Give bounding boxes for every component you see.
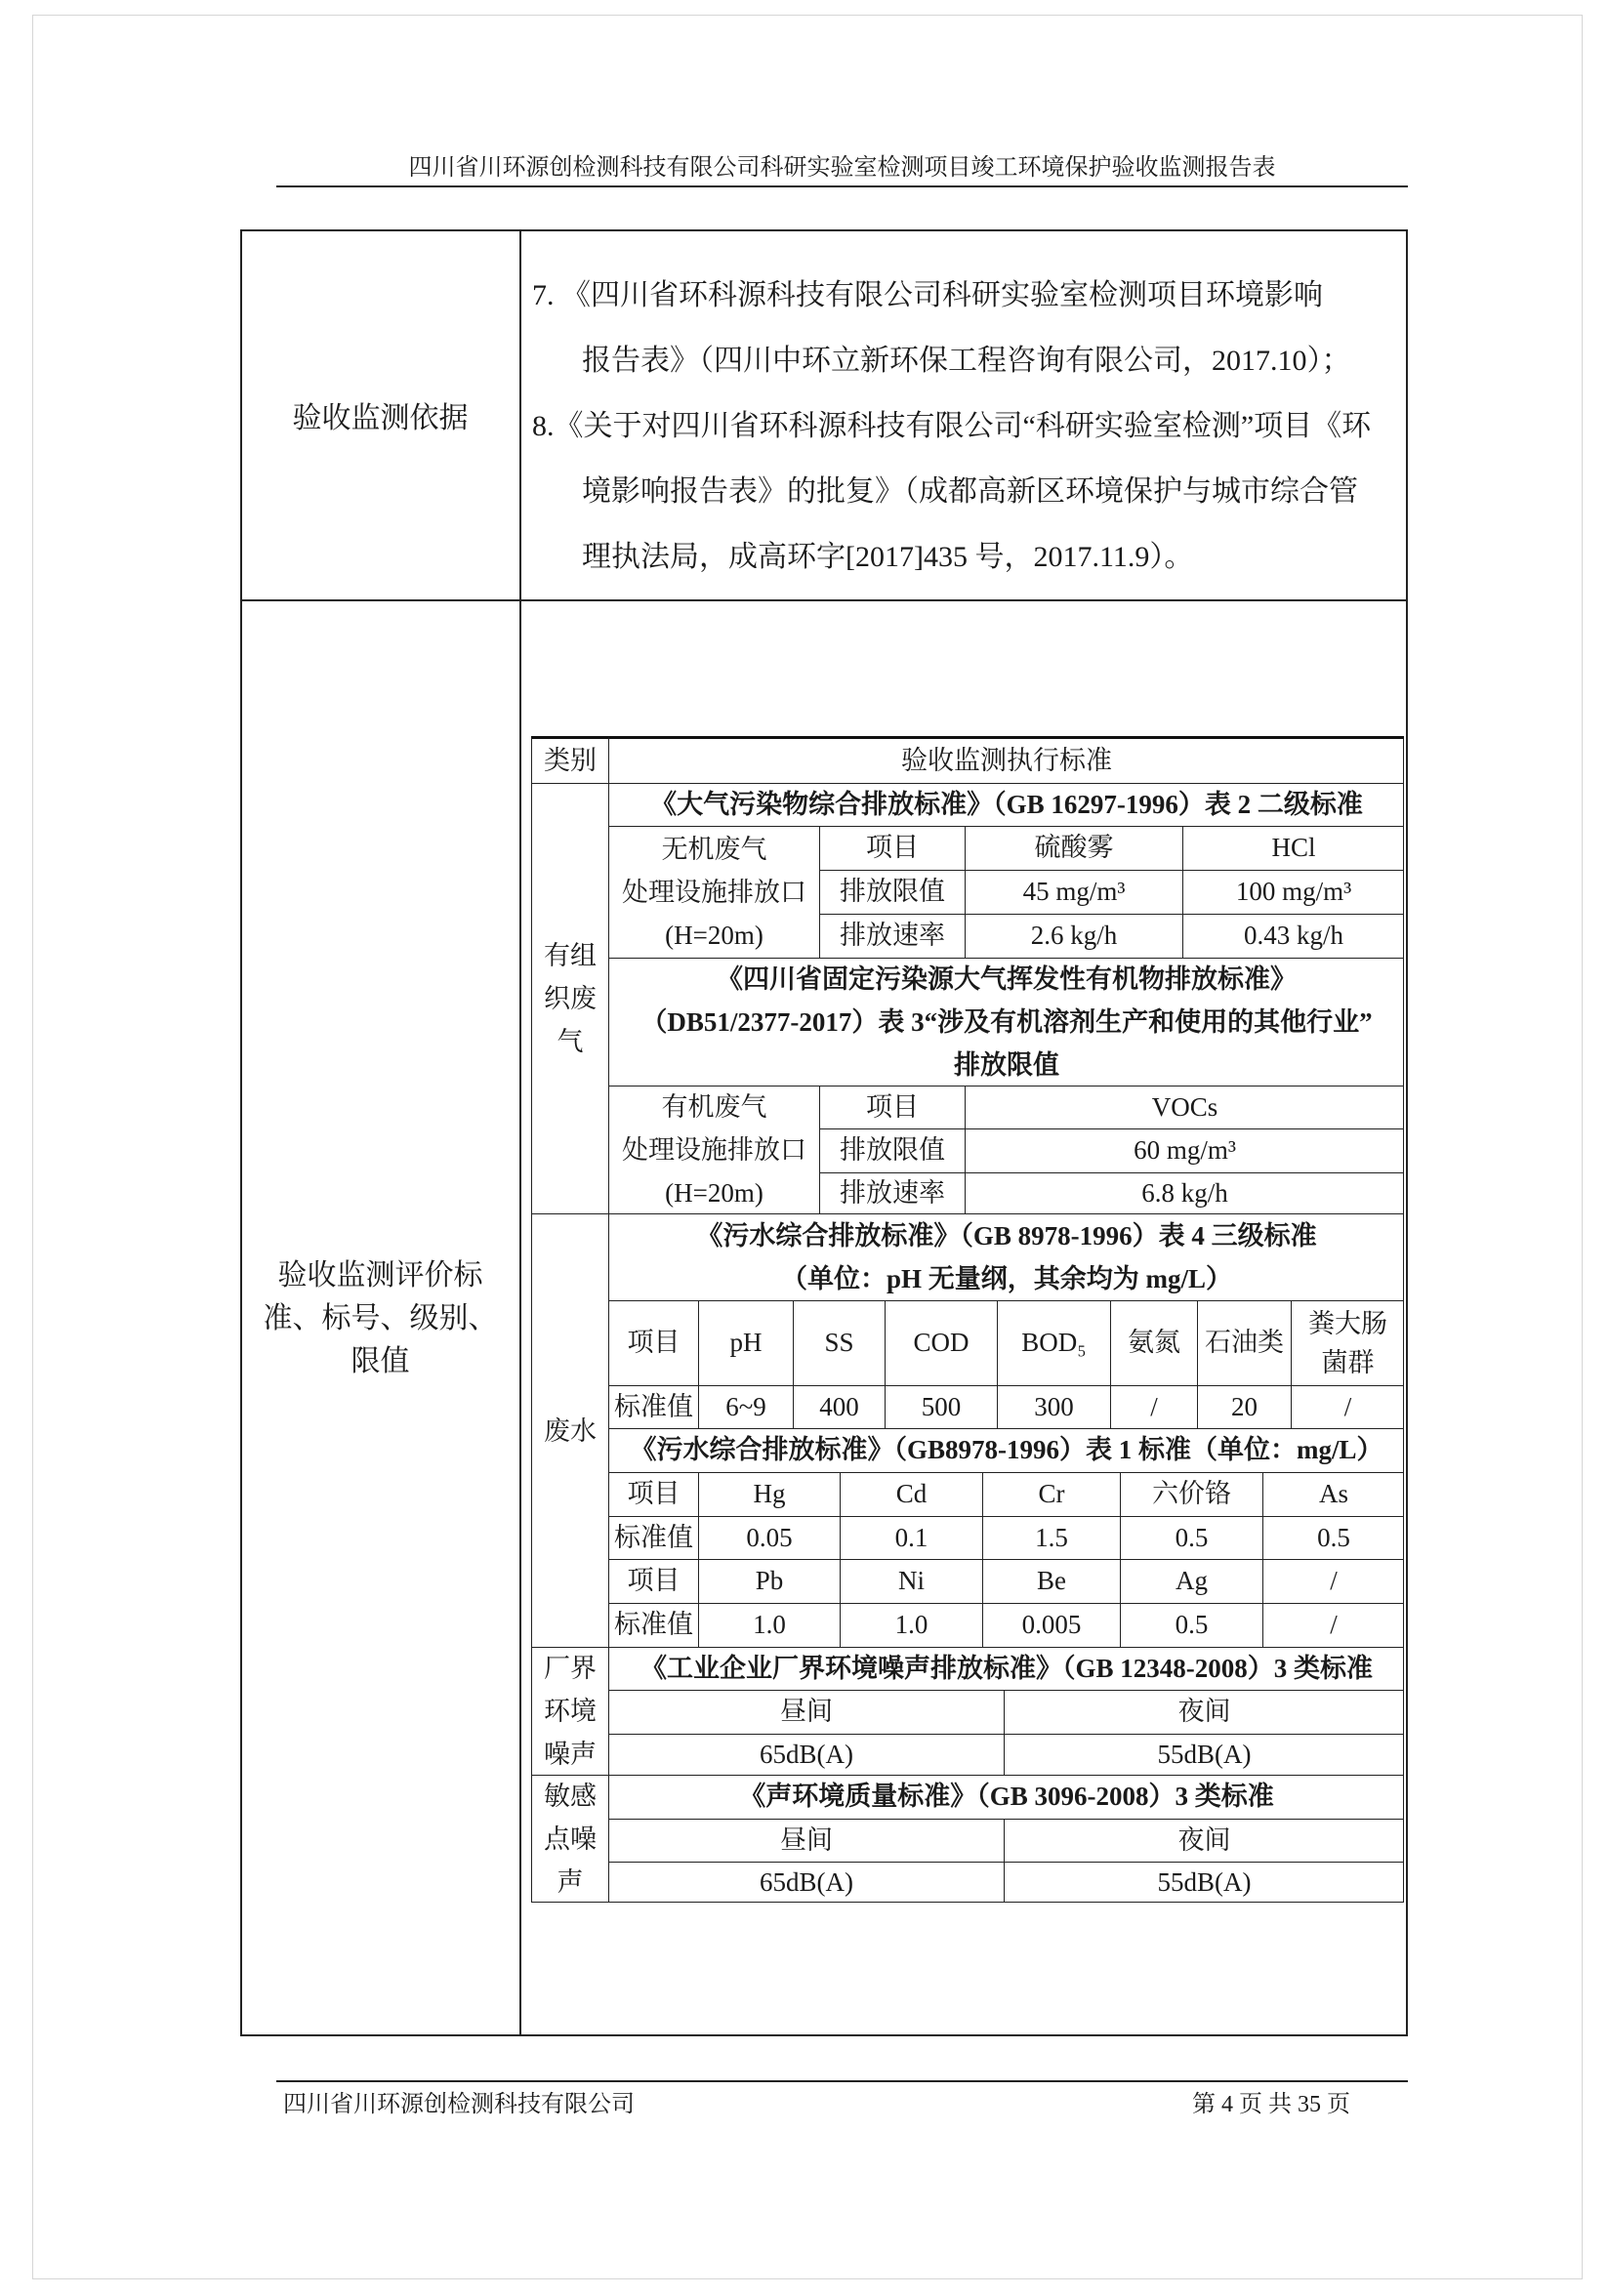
standards-label	[240, 600, 520, 2036]
table-cell: 标准值	[608, 1385, 698, 1428]
table-cell: 项目	[819, 1086, 965, 1128]
table-cell: Be	[982, 1559, 1120, 1603]
table-cell: 0.005	[982, 1603, 1120, 1647]
table-cell: 65dB(A)	[608, 1734, 1004, 1775]
basis-line: 理执法局，成高环字[2017]435 号，2017.11.9）。	[582, 541, 1194, 573]
table-cell: 项目	[608, 1559, 698, 1603]
table-cell: SS	[793, 1300, 885, 1385]
table-cell: 排放限值	[819, 870, 965, 914]
table-cell: COD	[885, 1300, 997, 1385]
table-cell: 0.1	[840, 1516, 982, 1559]
table-cell: 1.0	[698, 1603, 840, 1647]
table-cell: BOD₅	[997, 1300, 1110, 1385]
table-cell: 0.5	[1120, 1516, 1262, 1559]
table-cell: 300	[997, 1385, 1110, 1428]
category-boundary-noise	[531, 1647, 608, 1775]
table-cell: pH	[698, 1300, 793, 1385]
standards-table	[531, 736, 1404, 1903]
table-cell: As	[1262, 1472, 1404, 1516]
voc-standard-title: 《四川省固定污染源大气挥发性有机物排放标准》 （DB51/2377-2017）表 3“涉及有机溶剂生产和使用的其他行业” 排放限值	[608, 958, 1404, 1086]
table-cell: 标准值	[608, 1516, 698, 1559]
table-cell: HCl	[1182, 826, 1404, 870]
table-cell: 粪大肠 菌群	[1291, 1300, 1404, 1385]
table-cell: 标准值	[608, 1603, 698, 1647]
table-cell: 项目	[819, 826, 965, 870]
table-cell: 20	[1197, 1385, 1291, 1428]
table-cell: Ag	[1120, 1559, 1262, 1603]
header-rule	[276, 185, 1408, 187]
table-cell: 六价铬	[1120, 1472, 1262, 1516]
basis-line: 8.《关于对四川省环科源科技有限公司“科研实验室检测”项目《环	[532, 410, 1372, 442]
table-cell: 500	[885, 1385, 997, 1428]
table-cell: 硫酸雾	[965, 826, 1182, 870]
table-cell: /	[1110, 1385, 1197, 1428]
table-cell: 400	[793, 1385, 885, 1428]
table-cell: Cr	[982, 1472, 1120, 1516]
table-cell: 项目	[608, 1472, 698, 1516]
category-water-text: 废水	[544, 1415, 597, 1446]
table-cell: /	[1291, 1385, 1404, 1428]
table-cell: 排放速率	[819, 914, 965, 958]
standards-label-line: 验收监测评价标	[277, 1258, 483, 1292]
table-cell: 氨氮	[1110, 1300, 1197, 1385]
footer-page-number: 第 4 页 共 35 页	[1192, 2092, 1350, 2117]
table-cell: /	[1262, 1559, 1404, 1603]
table-cell: /	[1262, 1603, 1404, 1647]
table-cell: 项目	[608, 1300, 698, 1385]
table-cell: Hg	[698, 1472, 840, 1516]
table-cell: Cd	[840, 1472, 982, 1516]
basis-label: 验收监测依据	[292, 402, 469, 434]
table-cell: 2.6 kg/h	[965, 914, 1182, 958]
sensitive-noise-title: 《声环境质量标准》（GB 3096-2008）3 类标准	[608, 1775, 1404, 1819]
water-standard-title-2: 《污水综合排放标准》（GB8978-1996）表 1 标准（单位：mg/L）	[608, 1428, 1404, 1472]
air-standard-title: 《大气污染物综合排放标准》（GB 16297-1996）表 2 二级标准	[608, 783, 1404, 826]
basis-line: 7. 《四川省环科源科技有限公司科研实验室检测项目环境影响	[532, 279, 1323, 311]
table-cell: 石油类	[1197, 1300, 1291, 1385]
table-cell: 夜间	[1004, 1819, 1404, 1862]
water-standard-title-1: 《污水综合排放标准》（GB 8978-1996）表 4 三级标准 （单位：pH 无量纲，其余均为 mg/L）	[608, 1213, 1404, 1300]
category-sensitive-noise	[531, 1775, 608, 1903]
report-header-title: 四川省川环源创检测科技有限公司科研实验室检测项目竣工环境保护验收监测报告表	[408, 155, 1276, 181]
table-cell: 排放速率	[819, 1172, 965, 1213]
table-cell: 1.5	[982, 1516, 1120, 1559]
table-cell: 45 mg/m³	[965, 870, 1182, 914]
footer-rule	[276, 2080, 1408, 2082]
category-boundary-noise-text: 厂界环境噪声	[544, 1654, 597, 1769]
boundary-noise-title: 《工业企业厂界环境噪声排放标准》（GB 12348-2008）3 类标准	[608, 1647, 1404, 1690]
table-cell: 65dB(A)	[608, 1862, 1004, 1903]
organic-outlet-label: 有机废气 处理设施排放口 (H=20m)	[608, 1086, 819, 1213]
table-cell: 0.5	[1262, 1516, 1404, 1559]
standards-label-line: 准、标号、级别、	[263, 1301, 498, 1334]
table-cell: 6.8 kg/h	[965, 1172, 1404, 1213]
table-cell: 0.05	[698, 1516, 840, 1559]
standards-label-line: 限值	[351, 1344, 410, 1377]
table-cell: 55dB(A)	[1004, 1734, 1404, 1775]
inorganic-outlet-label: 无机废气 处理设施排放口 (H=20m)	[608, 826, 819, 958]
table-cell: Pb	[698, 1559, 840, 1603]
table-cell: Ni	[840, 1559, 982, 1603]
table-cell: 昼间	[608, 1690, 1004, 1734]
basis-line: 报告表》（四川中环立新环保工程咨询有限公司，2017.10）；	[582, 345, 1351, 377]
category-gas	[531, 783, 608, 1213]
footer-company: 四川省川环源创检测科技有限公司	[283, 2092, 635, 2117]
table-cell: 60 mg/m³	[965, 1128, 1404, 1172]
table-cell: VOCs	[965, 1086, 1404, 1128]
category-water	[531, 1213, 608, 1647]
table-cell: 55dB(A)	[1004, 1862, 1404, 1903]
category-gas-text: 有组织废气	[544, 941, 597, 1056]
table-cell: 0.5	[1120, 1603, 1262, 1647]
basis-line: 境影响报告表》的批复》（成都高新区环境保护与城市综合管	[582, 475, 1358, 508]
header-category: 类别	[531, 736, 608, 783]
table-cell: 夜间	[1004, 1690, 1404, 1734]
basis-content	[532, 263, 1404, 590]
category-sensitive-noise-text: 敏感点噪声	[544, 1782, 597, 1897]
table-cell: 100 mg/m³	[1182, 870, 1404, 914]
table-cell: 1.0	[840, 1603, 982, 1647]
table-cell: 6~9	[698, 1385, 793, 1428]
header-standard: 验收监测执行标准	[608, 736, 1404, 783]
table-cell: 昼间	[608, 1819, 1004, 1862]
table-cell: 排放限值	[819, 1128, 965, 1172]
table-cell: 0.43 kg/h	[1182, 914, 1404, 958]
